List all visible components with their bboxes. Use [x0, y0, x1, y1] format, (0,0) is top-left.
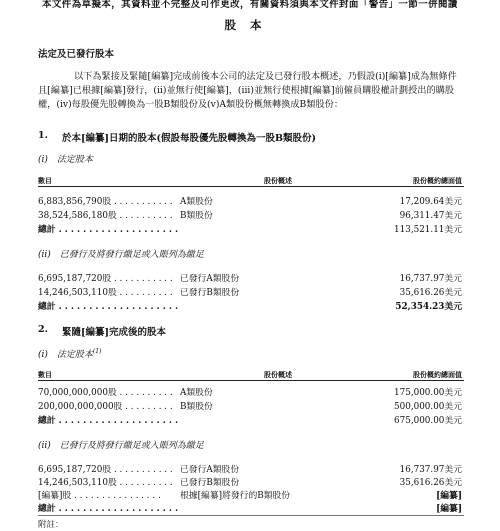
- part2-number: 2.: [38, 324, 48, 335]
- notes-label: 附註：: [38, 520, 64, 530]
- table-row-desc: B類股份: [180, 211, 213, 221]
- table-total-label: 總計 . . . . . . . . . . . . . . . . . . . .: [38, 225, 179, 235]
- table-row-value: 17,209.64美元: [399, 197, 462, 207]
- table-row-desc: 根據[編纂]將發行的B類股份: [180, 491, 291, 501]
- col-header-number: 數目: [38, 371, 52, 379]
- part1-authorized-heading: (i) 法定股本: [38, 155, 93, 165]
- table-row-value: [編纂]: [436, 491, 462, 501]
- table-row-value: 175,000.00美元: [394, 388, 462, 398]
- table-row-number: 38,524,586,180股 . . . . . . . . . .: [38, 211, 173, 221]
- col-header-desc: 股份概述: [264, 177, 292, 185]
- table-total-label: 總計 . . . . . . . . . . . . . . . . . . . .: [38, 504, 179, 514]
- table-row-number: 14,246,503,110股 . . . . . . . . . .: [38, 478, 173, 488]
- table-row-number: 6,883,856,790股 . . . . . . . . . . .: [38, 197, 173, 207]
- table-total-value: [編纂]: [436, 504, 462, 514]
- table-row-number: 70,000,000,000股 . . . . . . . . . .: [38, 388, 173, 398]
- table-row-value: 35,616.26美元: [399, 288, 462, 298]
- table-row-number: 6,695,187,720股 . . . . . . . . . . .: [38, 465, 173, 475]
- intro-paragraph: 以下為緊接及緊隨[編纂]完成前後本公司的法定及已發行股本概述，乃假設(i)[編纂]成為無條件且[編纂]已根據[編纂]發行，(ii)並無行使[編纂]，(iii)並無行使根據[編纂]前僱員購股權計劃授出的購股權，(iv)每股優先股轉換為一股B類股份及(v)A類股份概無轉換成B類股份：: [38, 71, 457, 110]
- table-row-value: 96,311.47美元: [399, 211, 462, 221]
- table-row-value: 500,000.00美元: [394, 402, 462, 412]
- notes-rule: [38, 515, 464, 516]
- table-total-label: 總計 . . . . . . . . . . . . . . . . . . . .: [38, 416, 179, 426]
- col-header-value: 股份概約總面值: [413, 177, 462, 185]
- table-row-desc: 已發行B類股份: [180, 478, 240, 488]
- table-row-value: 16,737.97美元: [399, 274, 462, 284]
- table-row-value: 16,737.97美元: [399, 465, 462, 475]
- part1-number: 1.: [38, 130, 48, 141]
- part1-heading: 於本[編纂]日期的股本(假設每股優先股轉換為一股B類股份): [62, 133, 317, 144]
- header-rule: [38, 380, 464, 381]
- draft-warning-banner: 本文件為草擬本，其資料並不完整及可作更改，有關資料須與本文件封面「警告」一節一併閱讀: [42, 0, 458, 10]
- table-total-value: 52,354.23美元: [395, 302, 462, 312]
- chapter-title: 股本: [224, 18, 276, 32]
- table-row-desc: A類股份: [180, 197, 213, 207]
- part1-issued-heading: (ii) 已發行及將發行繳足或入賬列為繳足: [38, 250, 204, 260]
- part2-authorized-heading: [38, 347, 101, 360]
- table-row-desc: 已發行A類股份: [180, 274, 240, 284]
- table-row-number: 14,246,503,110股 . . . . . . . . . .: [38, 288, 173, 298]
- header-rule: [38, 186, 464, 187]
- table-row-desc: 已發行A類股份: [180, 465, 240, 475]
- table-row-number: 200,000,000,000股 . . . . . . . . .: [38, 402, 173, 412]
- col-header-value: 股份概約總面值: [413, 371, 462, 379]
- table-total-value: 675,000.00美元: [394, 416, 462, 426]
- col-header-number: 數目: [38, 177, 52, 185]
- table-row-desc: A類股份: [180, 388, 213, 398]
- part2-heading: 緊隨[編纂]完成後的股本: [62, 327, 166, 338]
- table-row-desc: B類股份: [180, 402, 213, 412]
- part2-issued-heading: (ii) 已發行及將發行繳足或入賬列為繳足: [38, 441, 204, 451]
- table-row-number: [編纂]股 . . . . . . . . . . . . . . . .: [38, 491, 161, 501]
- col-header-desc: 股份概述: [264, 371, 292, 379]
- table-total-value: 113,521.11美元: [394, 225, 462, 235]
- table-row-desc: 已發行B類股份: [180, 288, 240, 298]
- footnote-marker: (1): [92, 348, 102, 355]
- part2-authorized-heading-text: (i) 法定股本: [38, 350, 93, 360]
- table-row-number: 6,695,187,720股 . . . . . . . . . . .: [38, 274, 173, 284]
- table-row-value: 35,616.26美元: [399, 478, 462, 488]
- section-heading: 法定及已發行股本: [38, 49, 115, 60]
- table-total-label: 總計 . . . . . . . . . . . . . . . . . . . .: [38, 302, 179, 312]
